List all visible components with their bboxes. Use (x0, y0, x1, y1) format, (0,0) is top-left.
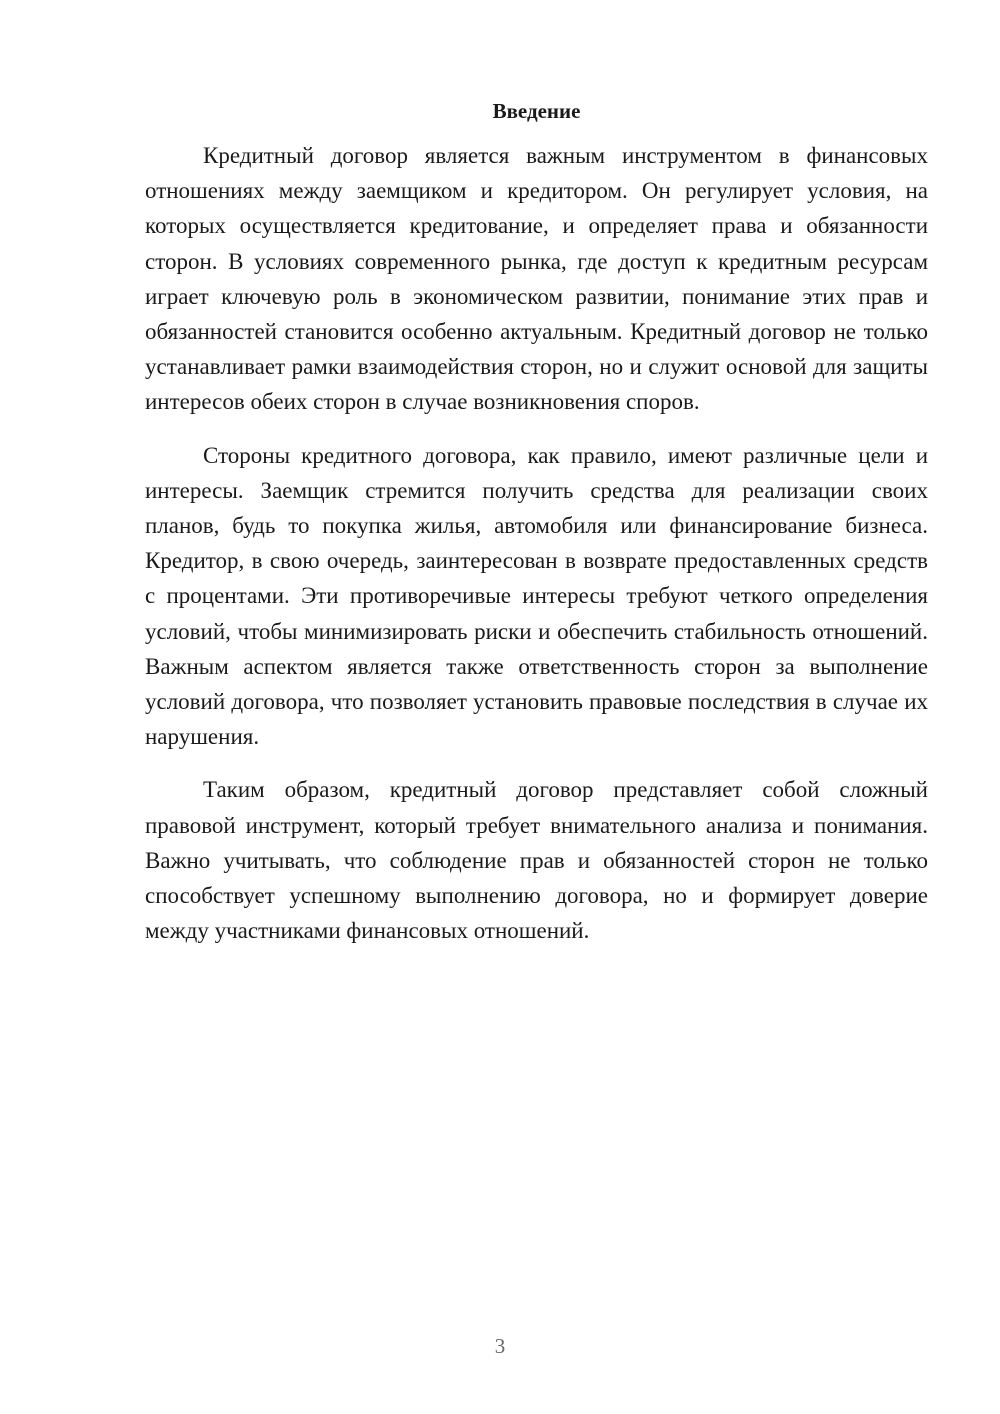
paragraph-1: Кредитный договор является важным инструментом в финансовых отношениях между заемщиком и кредитором. Он регулирует условия, на которых осуществляется кредитование, и определяет права и обязанности сторон. В условиях современного рынка, где доступ к кредитным ресурсам играет ключевую роль в экономическом развитии, понимание этих прав и обязанностей становится особенно актуальным. Кредитный договор не только устанавливает рамки взаимодействия сторон, но и служит основой для защиты интересов обеих сторон в случае возникновения споров. (145, 143, 928, 415)
paragraph-2: Стороны кредитного договора, как правило, имеют различные цели и интересы. Заемщик стремится получить средства для реализации своих планов, будь то покупка жилья, автомобиля или финансирование бизнеса. Кредитор, в свою очередь, заинтересован в возврате предоставленных средств с процентами. Эти противоречивые интересы требуют четкого определения условий, чтобы минимизировать риски и обеспечить стабильность отношений. Важным аспектом является также ответственность сторон за выполнение условий договора, что позволяет установить правовые последствия в случае их нарушения. (145, 442, 928, 750)
paragraph-3: Таким образом, кредитный договор представляет собой сложный правовой инструмент, который требует внимательного анализа и понимания. Важно учитывать, что соблюдение прав и обязанностей сторон не только способствует успешному выполнению договора, но и формирует доверие между участниками финансовых отношений. (145, 777, 928, 944)
page-content (145, 95, 928, 966)
page-number: 3 (494, 1334, 506, 1358)
section-title: Введение (492, 99, 581, 123)
